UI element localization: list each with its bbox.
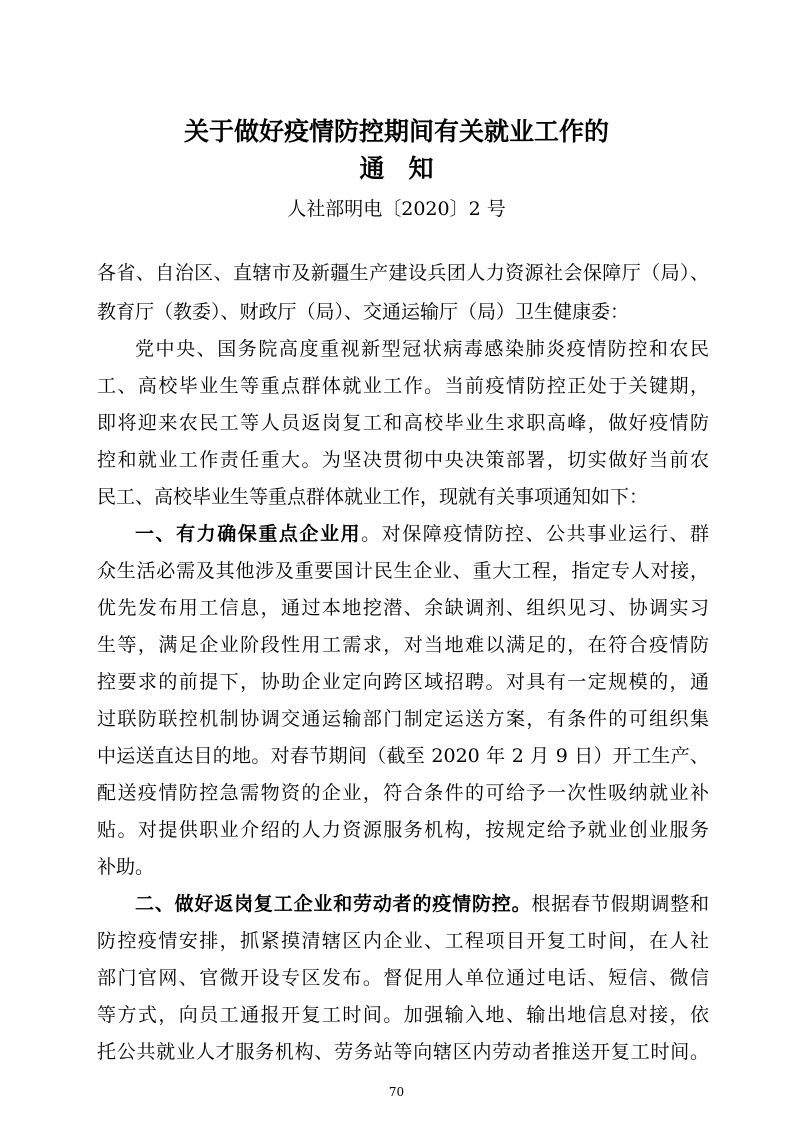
section-1-line: 优先发布用工信息，通过本地挖潜、余缺调剂、组织见习、协调实习: [97, 597, 709, 619]
section-1-line: 补助。: [97, 856, 155, 878]
document-title-line-1: 关于做好疫情防控期间有关就业工作的: [183, 117, 609, 146]
salutation-line-2: 教育厅（教委）、财政厅（局）、交通运输厅（局）卫生健康委：: [97, 301, 630, 323]
section-1-line: 贴。对提供职业介绍的人力资源服务机构，按规定给予就业创业服务: [97, 819, 709, 841]
section-1-line: 众生活必需及其他涉及重要国计民生企业、重大工程，指定专人对接，: [97, 560, 709, 582]
section-1-first-line: [97, 519, 709, 549]
section-1-first-line-text: 。对保障疫情防控、公共事业运行、群: [361, 523, 709, 545]
section-1-heading: 一、有力确保重点企业用: [135, 523, 362, 545]
section-1-line: 生等，满足企业阶段性用工需求，对当地难以满足的，在符合疫情防: [97, 634, 709, 656]
section-2-first-line: [97, 889, 709, 919]
section-1-line: 过联防联控机制协调交通运输部门制定运送方案，有条件的可组织集: [97, 708, 709, 730]
section-1-line: 中运送直达目的地。对春节期间（截至 2020 年 2 月 9 日）开工生产、: [97, 745, 709, 767]
document-title-line-2: 通知: [359, 154, 458, 183]
intro-line: 工、高校毕业生等重点群体就业工作。当前疫情防控正处于关键期，: [97, 375, 709, 397]
section-2-line: 部门官网、官微开设专区发布。督促用人单位通过电话、短信、微信: [97, 967, 709, 989]
section-2-first-line-text: 根据春节假期调整和: [531, 893, 709, 915]
section-2-line: 等方式，向员工通报开复工时间。加强输入地、输出地信息对接，依: [97, 1004, 709, 1026]
intro-line: 党中央、国务院高度重视新型冠状病毒感染肺炎疫情防控和农民: [135, 338, 709, 360]
salutation-line-1: 各省、自治区、直辖市及新疆生产建设兵团人力资源社会保障厅（局）、: [97, 262, 709, 284]
section-2-line: 防控疫情安排，抓紧摸清辖区内企业、工程项目开复工时间，在人社: [97, 930, 709, 952]
intro-line: 民工、高校毕业生等重点群体就业工作，现就有关事项通知如下：: [97, 486, 649, 508]
section-1-line: 控要求的前提下，协助企业定向跨区域招聘。对具有一定规模的，通: [97, 671, 709, 693]
section-1-line: 配送疫情防控急需物资的企业，符合条件的可给予一次性吸纳就业补: [97, 782, 709, 804]
intro-line: 控和就业工作责任重大。为坚决贯彻中央决策部署，切实做好当前农: [97, 449, 709, 471]
section-2-line: 托公共就业人才服务机构、劳务站等向辖区内劳动者推送开复工时间。: [97, 1041, 709, 1063]
intro-line: 即将迎来农民工等人员返岗复工和高校毕业生求职高峰，做好疫情防: [97, 412, 709, 434]
section-2-heading: 二、做好返岗复工企业和劳动者的疫情防控。: [135, 893, 532, 915]
document-number: 人社部明电〔2020〕2 号: [287, 198, 506, 220]
page-number: 70: [388, 1085, 405, 1099]
